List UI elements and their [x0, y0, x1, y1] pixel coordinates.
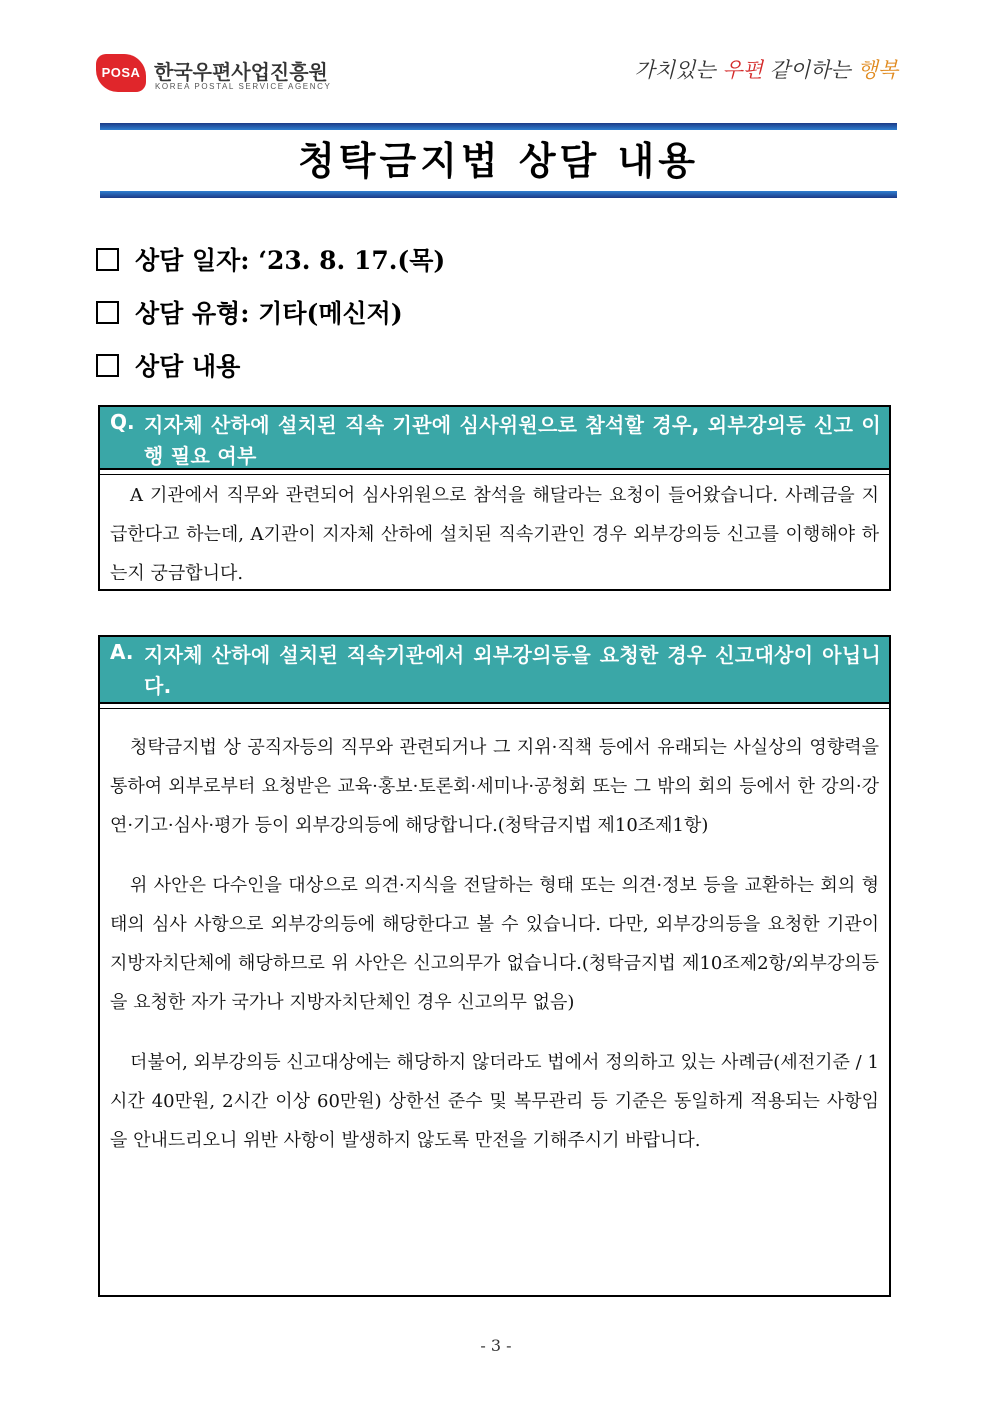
- checkbox-icon: [96, 248, 119, 271]
- answer-heading: [100, 637, 889, 704]
- answer-marker: A.: [110, 640, 134, 664]
- answer-box: [98, 635, 891, 1297]
- answer-paragraph: 위 사안은 다수인을 대상으로 의견·지식을 전달하는 형태 또는 의견·정보 등을 교환하는 회의 형태의 심사 사항으로 외부강의등에 해당한다고 볼 수 있습니다. 다만, 외부강의등을 요청한 기관이 지방자치단체에 해당하므로 위 사안은 신고의무가 없습니다.(청탁금지법 제10조제2항/외부강의등을 요청한 자가 국가나 지방자치단체인 경우 신고의무 없음): [110, 875, 879, 1013]
- question-marker: Q.: [110, 410, 135, 434]
- title-top-rule: [100, 123, 897, 130]
- organization-name: 한국우편사업진흥원: [154, 60, 328, 84]
- title-bottom-rule: [100, 191, 897, 198]
- page-header: [96, 52, 902, 98]
- page-number: - 3 -: [480, 1336, 512, 1355]
- meta-consult-type: [96, 294, 403, 330]
- meta-consult-date: [96, 241, 445, 277]
- checkbox-icon: [96, 301, 119, 324]
- question-body: [100, 476, 889, 593]
- answer-body: [100, 714, 889, 1160]
- question-body-text: A 기관에서 직무와 관련되어 심사위원으로 참석을 해달라는 요청이 들어왔습니다. 사례금을 지급한다고 하는데, A기관이 지자체 산하에 설치된 직속기관인 경우 외부강의등 신고를 이행해야 하는지 궁금합니다.: [110, 485, 879, 584]
- answer-heading-text: 지자체 산하에 설치된 직속기관에서 외부강의등을 요청한 경우 신고대상이 아닙니다.: [144, 643, 881, 698]
- answer-paragraph: 더불어, 외부강의등 신고대상에는 해당하지 않더라도 법에서 정의하고 있는 사례금(세전기준 / 1시간 40만원, 2시간 이상 60만원) 상한선 준수 및 복무관리 등 기준은 동일하게 적용되는 사항임을 안내드리오니 위반 사항이 발생하지 않도록 만전을 기해주시기 바랍니다.: [110, 1052, 879, 1151]
- checkbox-icon: [96, 354, 119, 377]
- slogan-part-2: 우편: [722, 58, 763, 82]
- slogan-part-3: 같이하는: [762, 58, 858, 82]
- question-heading: [100, 407, 889, 470]
- slogan: [635, 54, 898, 84]
- answer-paragraph: 청탁금지법 상 공직자등의 직무와 관련되거나 그 지위·직책 등에서 유래되는 사실상의 영향력을 통하여 외부로부터 요청받은 교육·홍보·토론회·세미나·공청회 또는 그 밖의 회의 등에서 한 강의·강연·기고·심사·평가 등이 외부강의등에 해당합니다.(청탁금지법 제10조제1항): [110, 737, 880, 836]
- posa-logo-icon: POSA: [96, 54, 146, 92]
- meta-consult-content: [96, 347, 240, 383]
- meta-consult-content-text: 상담 내용: [135, 352, 241, 381]
- slogan-part-1: 가치있는: [634, 58, 723, 82]
- organization-english-name: KOREA POSTAL SERVICE AGENCY: [155, 82, 332, 91]
- question-box: [98, 405, 891, 591]
- meta-consult-date-text: 상담 일자: ‘23. 8. 17.(목): [135, 246, 446, 275]
- slogan-part-4: 행복: [857, 58, 898, 82]
- document-title: 청탁금지법 상담 내용: [298, 139, 699, 183]
- question-heading-text: 지자체 산하에 설치된 직속 기관에 심사위원으로 참석할 경우, 외부강의등 신고 이행 필요 여부: [144, 413, 881, 468]
- meta-consult-type-text: 상담 유형: 기타(메신저): [135, 299, 403, 328]
